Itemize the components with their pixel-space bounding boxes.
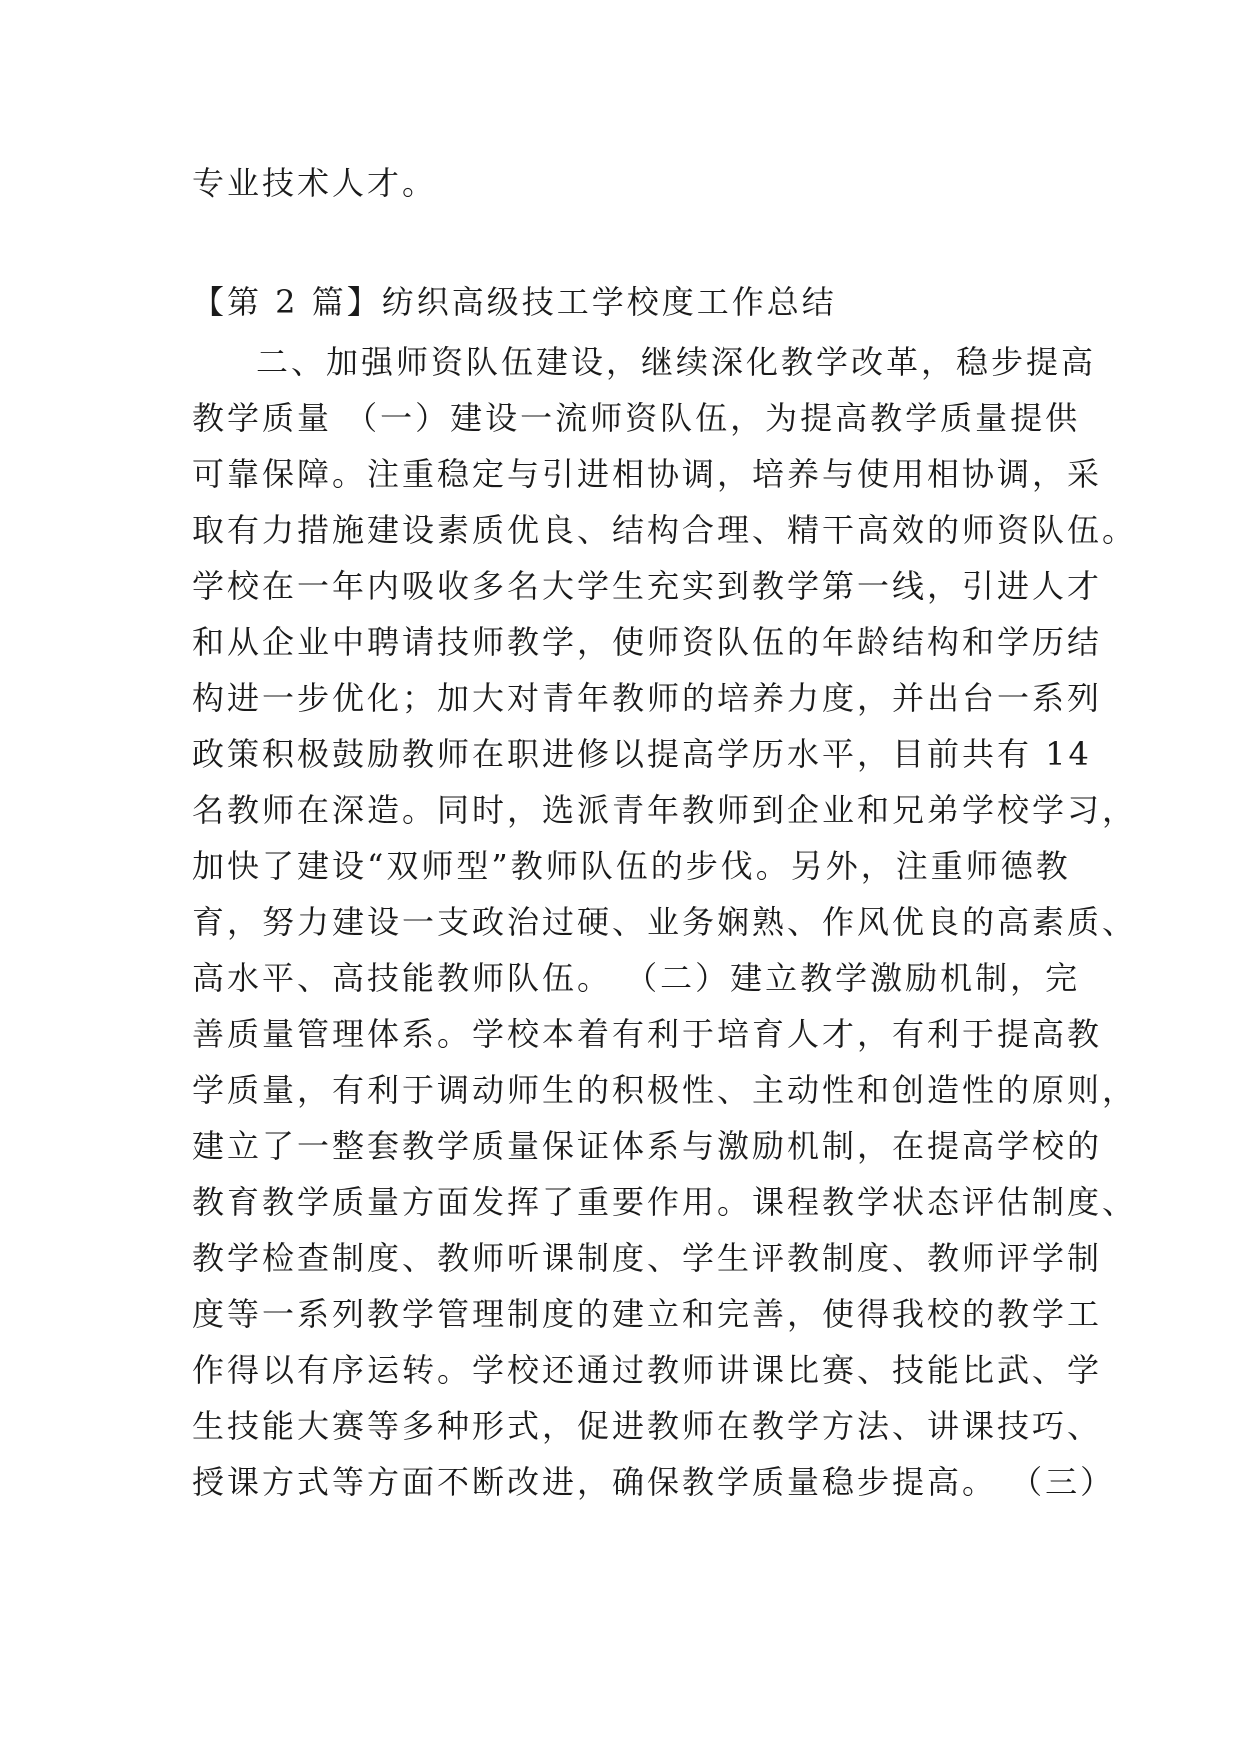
paragraph-line: 构进一步优化；加大对青年教师的培养力度，并出台一系列 xyxy=(192,679,1103,717)
text-line-previous-section-end: 专业技术人才。 xyxy=(192,164,438,202)
paragraph-line: 生技能大赛等多种形式，促进教师在教学方法、讲课技巧、 xyxy=(192,1407,1103,1445)
paragraph-line: 作得以有序运转。学校还通过教师讲课比赛、技能比武、学 xyxy=(192,1351,1103,1389)
paragraph-line: 二、加强师资队伍建设，继续深化教学改革，稳步提高 xyxy=(256,343,1097,381)
paragraph-line: 建立了一整套教学质量保证体系与激励机制，在提高学校的 xyxy=(192,1127,1103,1165)
paragraph-line: 授课方式等方面不断改进，确保教学质量稳步提高。 （三） xyxy=(192,1463,1116,1501)
paragraph-line: 度等一系列教学管理制度的建立和完善，使得我校的教学工 xyxy=(192,1295,1103,1333)
paragraph-line: 教学质量 （一）建设一流师资队伍，为提高教学质量提供 xyxy=(192,399,1081,437)
paragraph-line: 教育教学质量方面发挥了重要作用。课程教学状态评估制度、 xyxy=(192,1183,1138,1221)
paragraph-line: 教学检查制度、教师听课制度、学生评教制度、教师评学制 xyxy=(192,1239,1103,1277)
paragraph-line: 善质量管理体系。学校本着有利于培育人才，有利于提高教 xyxy=(192,1015,1103,1053)
paragraph-line: 名教师在深造。同时，选派青年教师到企业和兄弟学校学习， xyxy=(192,791,1138,829)
paragraph-line: 加快了建设“双师型”教师队伍的步伐。另外，注重师德教 xyxy=(192,847,1071,885)
paragraph-line: 学质量，有利于调动师生的积极性、主动性和创造性的原则， xyxy=(192,1071,1138,1109)
paragraph-line: 取有力措施建设素质优良、结构合理、精干高效的师资队伍。 xyxy=(192,511,1138,549)
paragraph-line: 育，努力建设一支政治过硬、业务娴熟、作风优良的高素质、 xyxy=(192,903,1138,941)
paragraph-line: 政策积极鼓励教师在职进修以提高学历水平，目前共有 14 xyxy=(192,735,1092,773)
paragraph-line: 学校在一年内吸收多名大学生充实到教学第一线，引进人才 xyxy=(192,567,1103,605)
paragraph-line: 高水平、高技能教师队伍。 （二）建立教学激励机制，完 xyxy=(192,959,1081,997)
paragraph-line: 可靠保障。注重稳定与引进相协调，培养与使用相协调，采 xyxy=(192,455,1103,493)
paragraph-line: 和从企业中聘请技师教学，使师资队伍的年龄结构和学历结 xyxy=(192,623,1103,661)
article-title: 【第 2 篇】纺织高级技工学校度工作总结 xyxy=(192,283,837,321)
